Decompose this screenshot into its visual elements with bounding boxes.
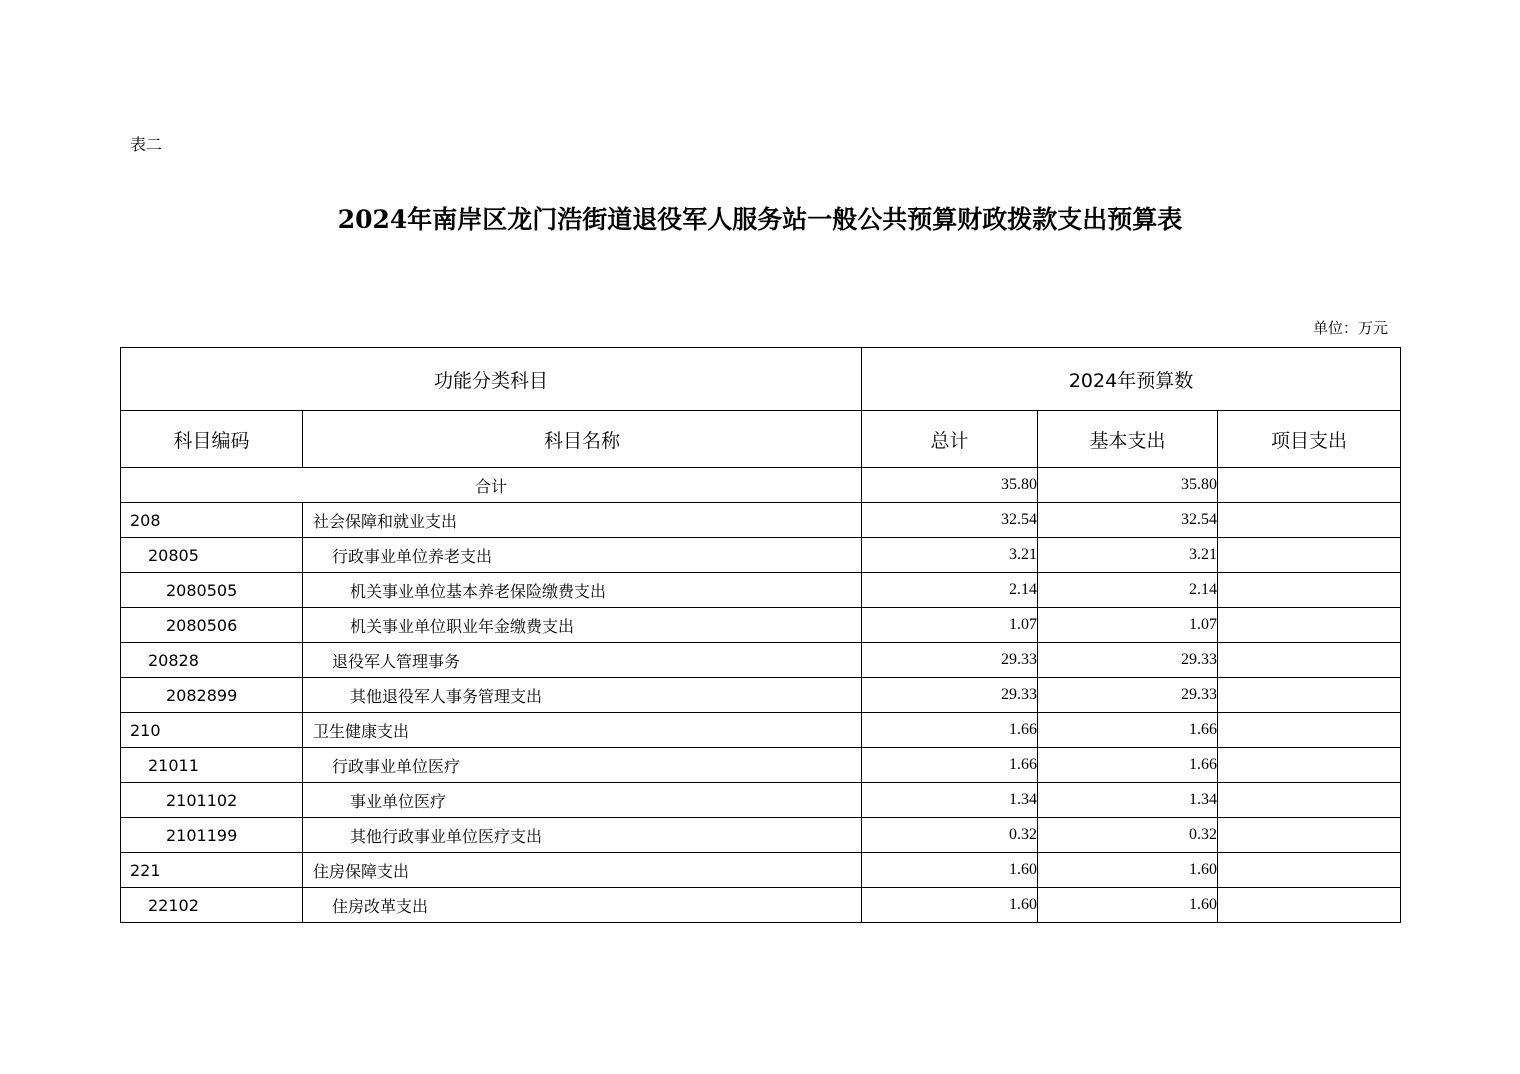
- cell-total: 1.66: [862, 713, 1038, 748]
- header-function-group: 功能分类科目: [121, 348, 862, 411]
- table-row: [121, 678, 1401, 713]
- cell-project: [1218, 748, 1401, 783]
- cell-total: 0.32: [862, 818, 1038, 853]
- cell-project: [1218, 643, 1401, 678]
- table-row: [121, 713, 1401, 748]
- cell-project: [1218, 818, 1401, 853]
- cell-name: 住房保障支出: [303, 853, 862, 888]
- cell-basic: 29.33: [1038, 643, 1218, 678]
- cell-basic: 32.54: [1038, 503, 1218, 538]
- cell-basic: 2.14: [1038, 573, 1218, 608]
- cell-project: [1218, 888, 1401, 923]
- cell-total: 29.33: [862, 643, 1038, 678]
- cell-name: 行政事业单位医疗: [303, 748, 862, 783]
- total-project: [1218, 468, 1401, 503]
- total-basic: 35.80: [1038, 468, 1218, 503]
- table-row: [121, 748, 1401, 783]
- cell-basic: 1.66: [1038, 713, 1218, 748]
- cell-project: [1218, 713, 1401, 748]
- header-name: 科目名称: [303, 411, 862, 468]
- budget-table-body: [121, 348, 1401, 923]
- cell-project: [1218, 608, 1401, 643]
- cell-code: 21011: [121, 748, 303, 783]
- cell-code: 2101199: [121, 818, 303, 853]
- cell-basic: 3.21: [1038, 538, 1218, 573]
- cell-code: 2080505: [121, 573, 303, 608]
- cell-code: 210: [121, 713, 303, 748]
- cell-code: 20828: [121, 643, 303, 678]
- cell-name: 其他退役军人事务管理支出: [303, 678, 862, 713]
- cell-project: [1218, 538, 1401, 573]
- header-row-group: [121, 348, 1401, 411]
- total-label: 合计: [121, 468, 862, 503]
- cell-name: 机关事业单位基本养老保险缴费支出: [303, 573, 862, 608]
- cell-project: [1218, 853, 1401, 888]
- header-basic: 基本支出: [1038, 411, 1218, 468]
- cell-code: 2080506: [121, 608, 303, 643]
- budget-table: [120, 347, 1401, 923]
- total-row: [121, 468, 1401, 503]
- cell-total: 2.14: [862, 573, 1038, 608]
- header-code: 科目编码: [121, 411, 303, 468]
- cell-code: 20805: [121, 538, 303, 573]
- cell-project: [1218, 783, 1401, 818]
- header-budget-group: 2024年预算数: [862, 348, 1401, 411]
- cell-total: 1.66: [862, 748, 1038, 783]
- cell-total: 32.54: [862, 503, 1038, 538]
- document-title: 2024年南岸区龙门浩街道退役军人服务站一般公共预算财政拨款支出预算表: [337, 205, 1183, 234]
- unit-label: 单位：万元: [1312, 319, 1388, 337]
- cell-basic: 1.66: [1038, 748, 1218, 783]
- cell-basic: 1.60: [1038, 853, 1218, 888]
- table-row: [121, 853, 1401, 888]
- table-row: [121, 643, 1401, 678]
- cell-name: 退役军人管理事务: [303, 643, 862, 678]
- cell-name: 社会保障和就业支出: [303, 503, 862, 538]
- header-row-columns: [121, 411, 1401, 468]
- table-row: [121, 783, 1401, 818]
- table-row: [121, 538, 1401, 573]
- table-row: [121, 503, 1401, 538]
- cell-name: 行政事业单位养老支出: [303, 538, 862, 573]
- cell-name: 机关事业单位职业年金缴费支出: [303, 608, 862, 643]
- header-total: 总计: [862, 411, 1038, 468]
- cell-basic: 1.34: [1038, 783, 1218, 818]
- cell-total: 1.60: [862, 888, 1038, 923]
- cell-code: 22102: [121, 888, 303, 923]
- cell-code: 221: [121, 853, 303, 888]
- cell-name: 住房改革支出: [303, 888, 862, 923]
- cell-basic: 29.33: [1038, 678, 1218, 713]
- cell-project: [1218, 573, 1401, 608]
- cell-total: 1.07: [862, 608, 1038, 643]
- cell-name: 其他行政事业单位医疗支出: [303, 818, 862, 853]
- cell-code: 2101102: [121, 783, 303, 818]
- cell-total: 1.34: [862, 783, 1038, 818]
- cell-code: 208: [121, 503, 303, 538]
- cell-name: 卫生健康支出: [303, 713, 862, 748]
- cell-total: 1.60: [862, 853, 1038, 888]
- cell-name: 事业单位医疗: [303, 783, 862, 818]
- header-project: 项目支出: [1218, 411, 1401, 468]
- cell-total: 3.21: [862, 538, 1038, 573]
- table-row: [121, 573, 1401, 608]
- cell-project: [1218, 678, 1401, 713]
- table-row: [121, 608, 1401, 643]
- total-total: 35.80: [862, 468, 1038, 503]
- cell-basic: 0.32: [1038, 818, 1218, 853]
- cell-project: [1218, 503, 1401, 538]
- cell-total: 29.33: [862, 678, 1038, 713]
- cell-code: 2082899: [121, 678, 303, 713]
- cell-basic: 1.07: [1038, 608, 1218, 643]
- table-row: [121, 818, 1401, 853]
- table-label: 表二: [130, 135, 163, 154]
- cell-basic: 1.60: [1038, 888, 1218, 923]
- table-row: [121, 888, 1401, 923]
